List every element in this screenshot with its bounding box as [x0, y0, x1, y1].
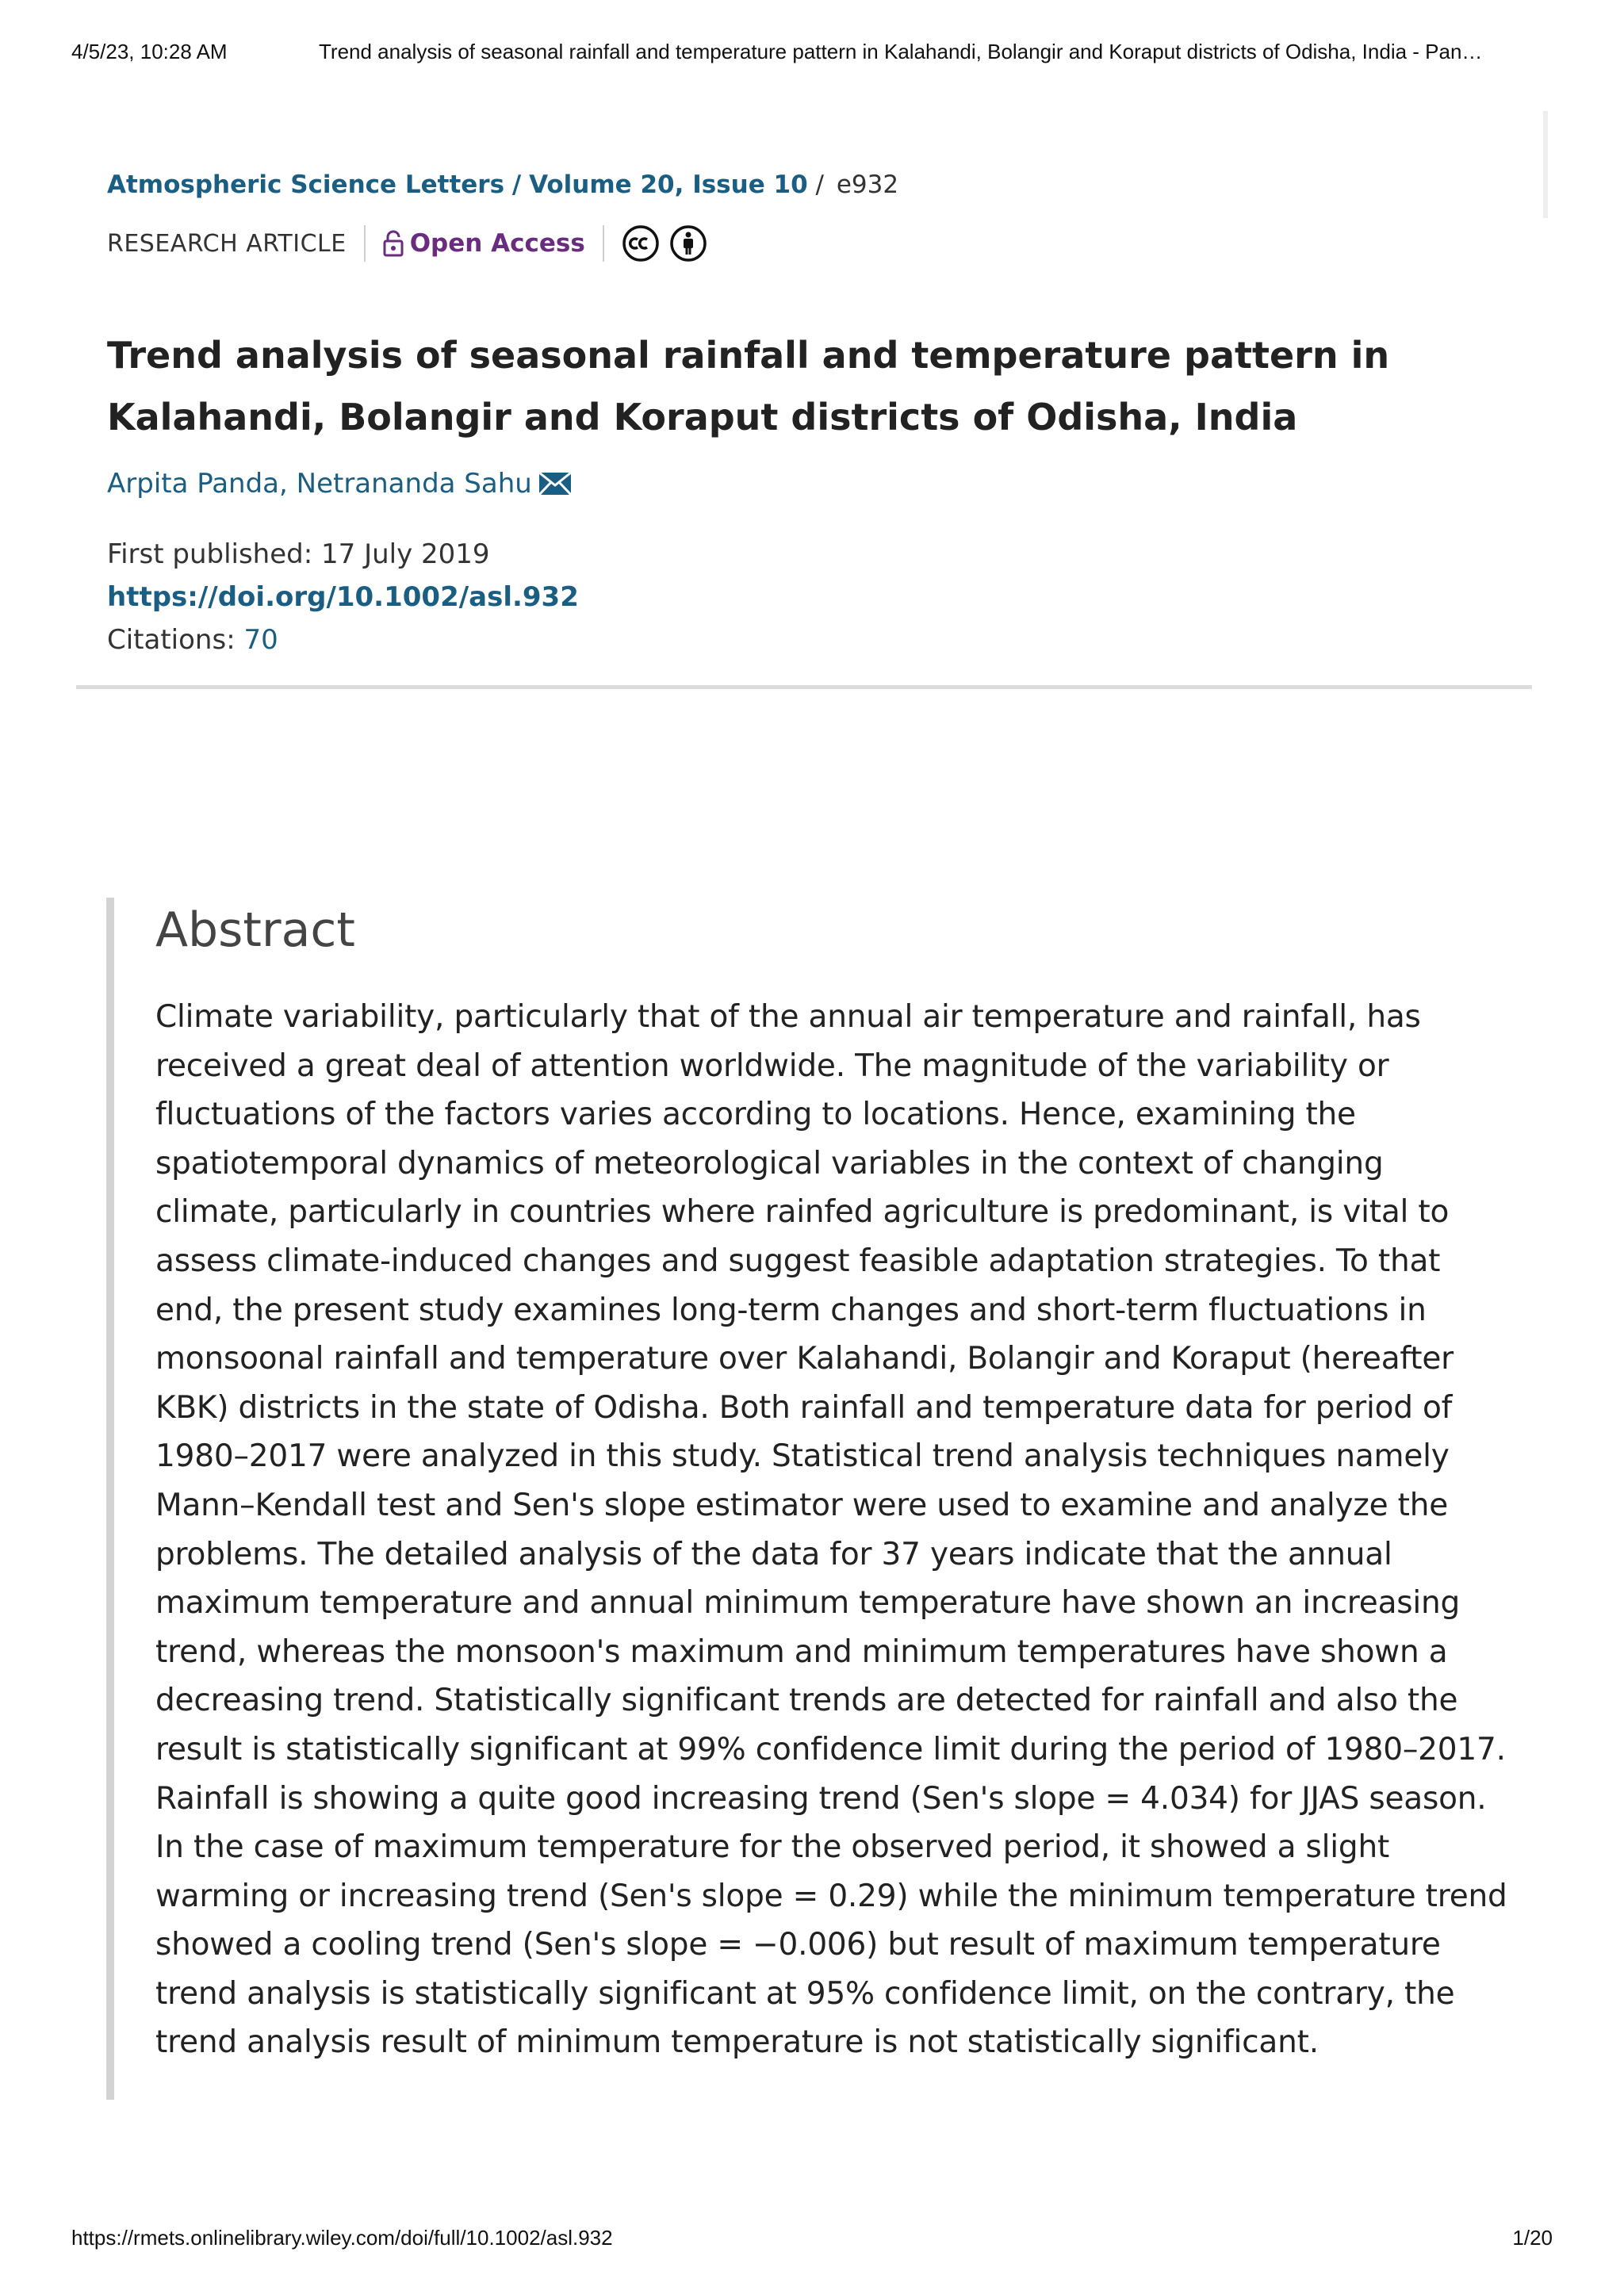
- divider: [603, 225, 604, 262]
- abstract-text: Climate variability, particularly that of the annual air temperature and rainfall, has received a great deal of attention worldwide. The magnitude of the variability or fluctuations of the factors varies according to locations. Hence, examining the spatiotemporal dynamics of meteorological variables in the context of changing climate, particularly in countries where rainfed agriculture is predominant, is vital to assess climate-induced changes and suggest feasible adaptation strategies. To that end, the present study examines long-term changes and short-term fluctuations in monsoonal rainfall and temperature over Kalahandi, Bolangir and Koraput (hereafter KBK) districts in the state of Odisha. Both rainfall and temperature data for period of 1980–2017 were analyzed in this study. Statistical trend analysis techniques namely Mann–Kendall test and Sen's slope estimator were used to examine and analyze the problems. The detailed analysis of the data for 37 years indicate that the annual maximum temperature and annual minimum temperature have shown an increasing trend, whereas the monsoon's maximum and minimum temperatures have shown a decreasing trend. Statistically significant trends are detected for rainfall and also the result is statistically significant at 99% confidence limit during the period of 1980–2017. Rainfall is showing a quite good increasing trend (Sen's slope = 4.034) for JJAS season. In the case of maximum temperature for the observed period, it showed a slight warming or increasing trend (Sen's slope = 0.29) while the minimum temperature trend showed a cooling trend (Sen's slope = −0.006) but result of maximum temperature trend analysis is statistically significant at 95% confidence limit, on the contrary, the trend analysis result of minimum temperature is not statistically significant.: [155, 999, 1507, 2061]
- author-link[interactable]: Netrananda Sahu: [296, 468, 532, 500]
- first-published-row: [107, 533, 579, 576]
- open-access-label: Open Access: [409, 229, 585, 258]
- doi-link[interactable]: https://doi.org/10.1002/asl.932: [107, 581, 579, 613]
- article-meta-row: [107, 224, 707, 263]
- citations-row: [107, 618, 579, 661]
- print-datetime: 4/5/23, 10:28 AM: [71, 40, 228, 63]
- article-type-label: RESEARCH ARTICLE: [107, 229, 347, 258]
- print-page-number: 1/20: [1512, 2226, 1553, 2250]
- publication-info: [107, 533, 579, 661]
- envelope-icon[interactable]: [538, 472, 572, 496]
- by-attribution-icon: [669, 224, 707, 262]
- unlock-icon: [383, 230, 404, 257]
- section-divider: [76, 685, 1532, 689]
- divider: [364, 225, 366, 262]
- breadcrumb-separator: /: [815, 170, 824, 199]
- breadcrumb-journal-link[interactable]: Atmospheric Science Letters: [107, 170, 505, 199]
- open-access-badge[interactable]: [383, 229, 585, 258]
- first-published-label: First published:: [107, 538, 313, 570]
- print-url: https://rmets.onlinelibrary.wiley.com/doi/full/10.1002/asl.932: [71, 2226, 613, 2250]
- author-list: [107, 468, 572, 500]
- abstract-heading: Abstract: [155, 902, 355, 958]
- abstract-section: [106, 898, 1518, 2100]
- doi-row: [107, 576, 579, 618]
- citations-label: Citations:: [107, 624, 236, 656]
- breadcrumb-issue-link[interactable]: Volume 20, Issue 10: [529, 170, 808, 199]
- author-separator: ,: [279, 468, 297, 500]
- author-link[interactable]: Arpita Panda: [107, 468, 280, 500]
- citations-count-link[interactable]: 70: [243, 624, 278, 656]
- print-footer: [71, 2226, 1553, 2254]
- first-published-date: 17 July 2019: [321, 538, 490, 570]
- print-page-title: Trend analysis of seasonal rainfall and temperature pattern in Kalahandi, Bolangir and Koraput districts of Odisha, India - Pan…: [319, 40, 1483, 63]
- license-icons[interactable]: [622, 224, 707, 262]
- breadcrumb: [107, 170, 898, 199]
- breadcrumb-separator: /: [511, 170, 522, 199]
- side-panel-edge: [1543, 111, 1548, 218]
- article-number: e932: [836, 170, 899, 199]
- cc-icon: [622, 224, 660, 262]
- print-header: [71, 40, 1553, 71]
- article-title: Trend analysis of seasonal rainfall and temperature pattern in Kalahandi, Bolangir and Koraput districts of Odisha, India: [107, 333, 1390, 439]
